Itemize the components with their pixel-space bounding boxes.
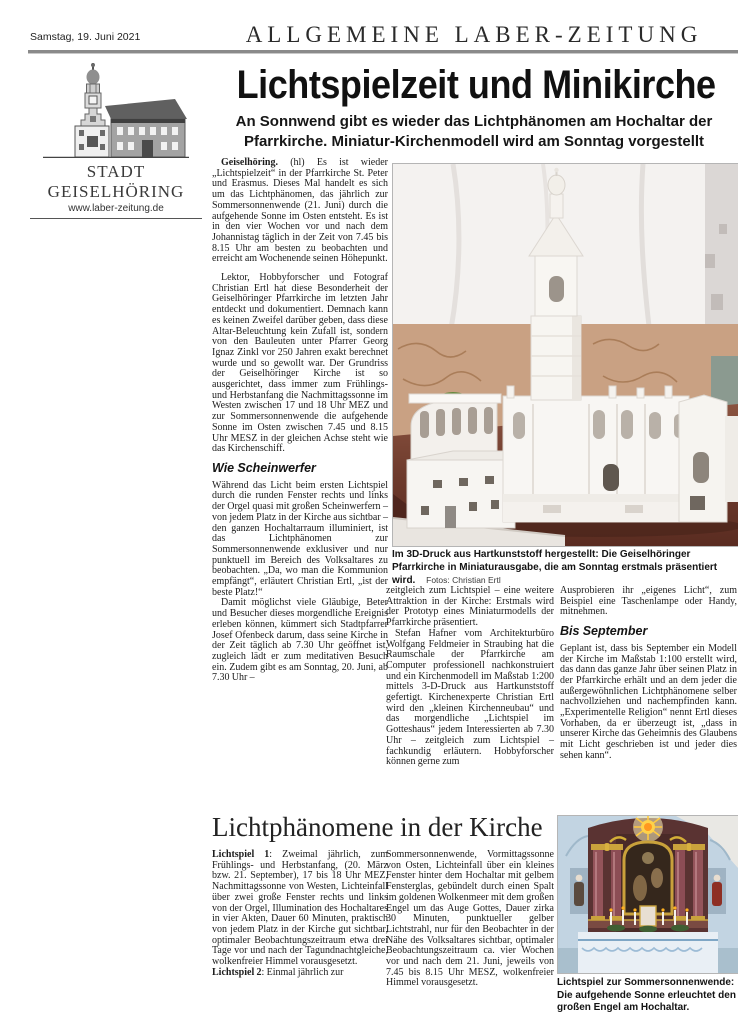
section-heading-bis-september: Bis September: [560, 624, 648, 639]
body-paragraph: Während das Licht beim ersten Lichtspiel durch die runden Fenster rechts und links der Orgel quasi mit großen Scheinwerfern – von jedem Platz in der Kirche aus sichtbar – den ganzen Hochaltarraum illuminiert, ist das Lichtphänomen zur Sommersonnenwende exklusiver und nur punktuell im Bereich des Volksaltares zu beobachten. „Da, wo man die Kommunion empfängt“, erläutert Christian Ertl, „ist der beste Platz!“: [212, 479, 388, 598]
altar-photo-caption: Lichtspiel zur Sommersonnenwende: Die aufgehende Sonne erleuchtet den großen Engel am Hochaltar.: [557, 977, 736, 1013]
main-photo: [392, 163, 738, 547]
body-paragraph: [212, 158, 388, 265]
second-article-column-1: [212, 850, 388, 978]
main-headline: Lichtspielzeit und Minikirche: [236, 63, 716, 107]
lichtspiel-2-label: Lichtspiel 2: [212, 966, 262, 978]
publisher-website: www.laber-zeitung.de: [68, 203, 164, 214]
altar-photo: [557, 815, 738, 974]
masthead-title: ALLGEMEINE LABER-ZEITUNG: [245, 22, 703, 47]
logo-rule: [30, 218, 202, 219]
publisher-logo-block: [30, 62, 202, 219]
lead-signet: (hl): [290, 157, 317, 168]
body-paragraph: Geplant ist, dass bis September ein Modell der Kirche im Maßstab 1:100 erstellt wird, das dann das ganze Jahr über seinen Platz in der Pfarrkirche erhält und an dem jeder die außergewöhnlichen Lichtphänomene selber nachvollziehen und nachempfinden kann. „Experimentelle Religion“ nennt Ertl dieses Vorhaben, da er überzeugt ist, „dass in unserer Kirche das Geheimnis des Glaubens mit Licht geschrieben ist und jeder dies sehen kann“.: [560, 642, 737, 761]
body-paragraph: Damit möglichst viele Gläubige, Beter und Besucher dieses morgendliche Ereignis erleben können, kümmert sich Stadtpfarrer Josef Ofenbeck darum, dass seine Kirche in der Zeit täglich ab 7.30 Uhr geöffnet ist, zugleich lädt er zum meditativen Besuch ein. Zudem gibt es am Sonntag, 20. Juni, ab 7.30 Uhr –: [212, 597, 388, 684]
main-subheadline: An Sonnwend gibt es wieder das Lichtphänomen am Hochaltar der Pfarrkirche. Miniatur-Kirchenmodell wird am Sonntag vorgestellt: [235, 113, 713, 150]
lichtspiel-1-label: Lichtspiel 1: [212, 849, 270, 860]
body-paragraph: Sommersonnenwende, Vormittagssonne von Osten, Lichteinfall über ein kleines Fenster hinter dem Hochaltar mit gelbem Fensterglas, gebündelt durch einen Spalt im goldenen Wolkenmeer mit dem großen Engel um das Auge Gottes, Dauer zirka 30 Minuten, punktueller gelber Lichtstrahl, nur für den Beobachter in der Nähe des Volksaltares sichtbar, optimaler Beobachtungszeitraum ca. vier Wochen vor und nach dem 21. Juni, jeweils von 7.45 bis 8.15 Uhr MESZ, wolkenfreier Himmel vorausgesetzt.: [386, 849, 554, 989]
body-paragraph: Stefan Hafner vom Architekturbüro Wolfgang Feldmeier in Straubing hat die Raumschale der Pfarrkirche am Computer professionell nachkonstruiert und ein Kirchenmodell im Maßstab 1:200 mittels 3-D-Druck aus Hartkunststoff gefertigt. Kirchenexperte Christian Ertl wird den „kleinen Kirchenneubau“ und das morgendliche „Lichtspiel im Gotteshaus“ jedem Interessierten ab 7.30 Uhr – zeitgleich zum Lichtspiel – fachkundig erläutern. Hobbyforscher können gerne zum: [386, 627, 554, 768]
photo-caption: [392, 549, 738, 588]
lead-location: Geiselhöring.: [221, 157, 291, 168]
body-paragraph: Lektor, Hobbyforscher und Fotograf Christian Ertl hat diese Besonderheit der Geiselhöringer Pfarrkirche im letzten Jahr entdeckt und dokumentiert. Demnach kann es keinen Zweifel darüber geben, dass diese Altar-Beleuchtung kein Zufall ist, sondern von den Bauleuten unter Pfarrer Georg Ignaz Zinkl vor 250 Jahren exakt berechnet wurde und so gewollt war. Der Grundriss der Geiselhöringer Kirche ist so ausgerichtet, dass immer zum Frühlings- und Herbstanfang die Nachmittagssonne im Westen zwischen 17 und 18 Uhr MEZ und zur Sommersonnenwende die aufgehende Sonne im Osten zwischen 7.45 und 8.15 Uhr MESZ in der gleichen Achse steht wie das Kirchenschiff.: [212, 272, 388, 455]
body-paragraph: [212, 968, 388, 979]
header-rule: [28, 50, 738, 54]
issue-date: Samstag, 19. Juni 2021: [30, 31, 141, 43]
main-article-column-2: [386, 586, 554, 768]
main-article-column-1: [212, 158, 388, 684]
publisher-name: STADT GEISELHÖRING: [47, 162, 185, 201]
lead-text: Es ist wieder „Lichtspielzeit“ in der Pfarrkirche St. Peter und Erasmus. Dieses Mal handelt es sich um das Lichtphänomen, das jährlich zur Sommersonnenwende (21. Juni) durch die aufgehende Sonne im Osten entsteht. Es ist in den vier Wochen vor und nach dem Johannistag täglich in der Zeit von 7.45 bis 8.15 Uhr am besten zu beobachten und erreicht am Wochenende seinen Höhepunkt.: [212, 157, 388, 265]
section-heading-wie-scheinwerfer: Wie Scheinwerfer: [212, 460, 316, 475]
second-headline: Lichtphänomene in der Kirche: [212, 812, 543, 842]
lichtspiel-1-text: : Zweimal jährlich, zum Frühlings- und Herbstanfang, (20. März bzw. 21. September), 17 bis 18 Uhr MEZ, Nachmittagssonne von Westen, Lichteinfall über zwei große Fenster rechts und links von der Orgel, Illumination des Hochaltares in vier Akten, Dauer 60 Minuten, praktisch von jedem Platz in der Kirche gut sichtbar, optimaler Beobachtungszeitraum etwa drei Tage vor und nach der Tagundnachtgleiche, wolkenfreier Himmel vorausgesetzt.: [212, 849, 388, 968]
main-article-column-3: [560, 586, 737, 762]
church-model-illustration: [393, 164, 738, 546]
photo-credit: Fotos: Christian Ertl: [426, 575, 501, 585]
baroque-altar-illustration: [558, 816, 738, 973]
body-paragraph: [212, 850, 388, 968]
lichtspiel-2-text: : Einmal jährlich zur: [261, 966, 344, 978]
photo-caption-text: Im 3D-Druck aus Hartkunststoff hergestellt: Die Geiselhöringer Pfarrkirche in Miniaturausgabe, die am Sonntag erstmals präsentiert wird.: [392, 549, 718, 586]
body-paragraph: Ausprobieren ihr „eigenes Licht“, zum Beispiel eine Taschenlampe oder Handy, mitnehmen.: [560, 585, 737, 618]
town-hall-icon: [41, 62, 191, 158]
body-paragraph: zeitgleich zum Lichtspiel – eine weitere Attraktion in der Kirche: Erstmals wird der Prototyp eines Miniaturmodells der Pfarrkirche präsentiert.: [386, 585, 554, 629]
second-article-column-2: [386, 850, 554, 989]
